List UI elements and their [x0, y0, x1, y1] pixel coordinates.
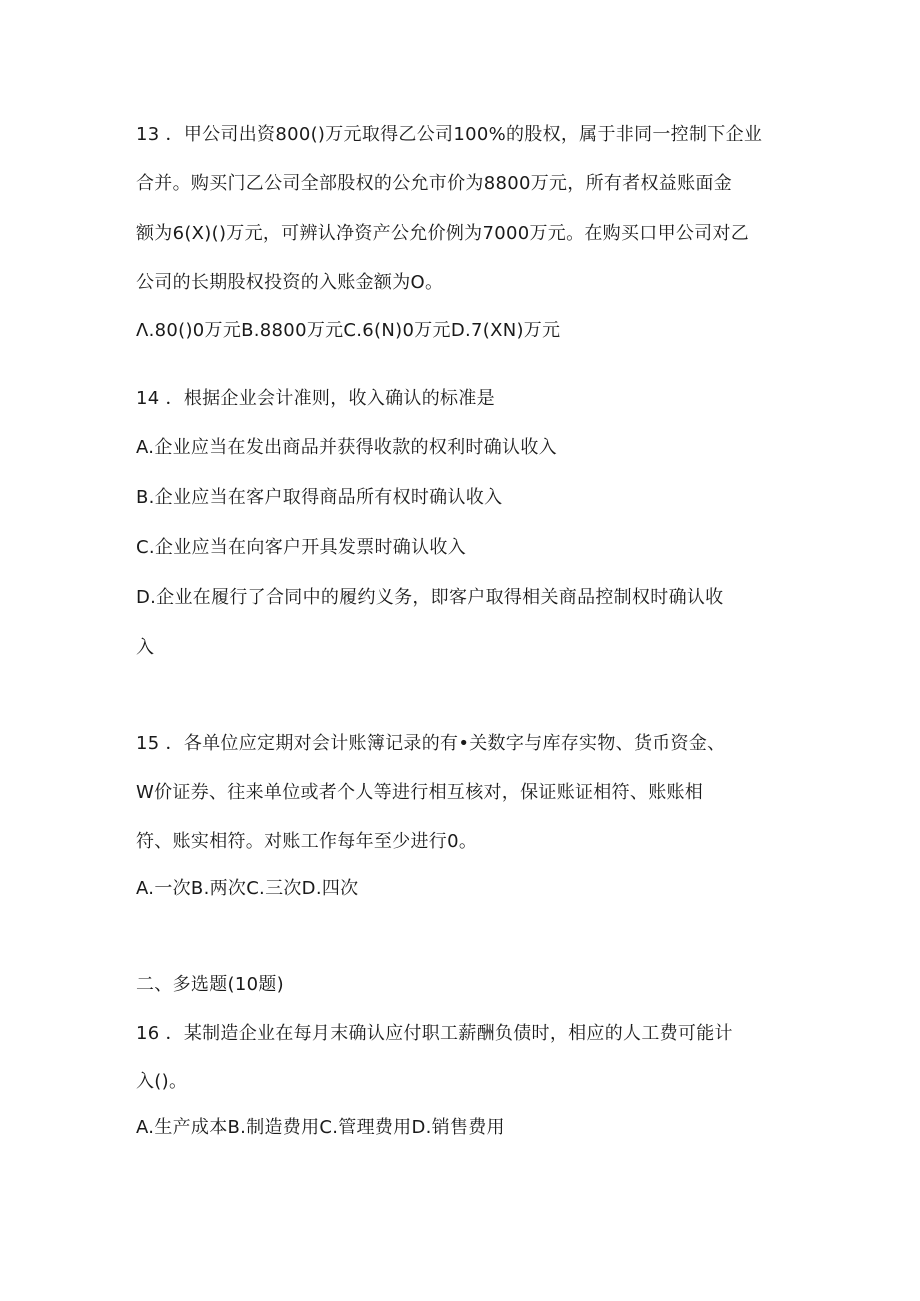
q14-stem: 14 ．根据企业会计准则，收入确认的标准是	[136, 388, 495, 409]
q15-stem-line3: 符、账实相符。对账工作每年至少进行0。	[136, 831, 478, 852]
section-heading-multiple-choice: 二、多选题(10题)	[136, 974, 284, 995]
q15-stem-line1: 15 ．各单位应定期对会计账簿记录的有•关数字与库存实物、货币资金、	[136, 733, 726, 754]
q13-stem-line1: 13 ．甲公司出资800()万元取得乙公司100%的股权，属于非同一控制下企业	[136, 124, 763, 145]
q15-options: A.一次B.两次C.三次D.四次	[136, 878, 359, 899]
q13-stem-line2: 合并。购买门乙公司全部股权的公允市价为8800万元，所有者权益账面金	[136, 173, 733, 194]
q14-option-d-line1: D.企业在履行了合同中的履约义务，即客户取得相关商品控制权时确认收	[136, 587, 724, 608]
q13-stem-line3: 额为6(X)()万元，可辨认净资产公允价例为7000万元。在购买口甲公司对乙	[136, 223, 750, 244]
q13-options: Λ.80()0万元B.8800万元C.6(N)0万元D.7(XN)万元	[136, 320, 561, 341]
q15-stem-line2: W价证券、往来单位或者个人等进行相互核对，保证账证相符、账账相	[136, 782, 704, 803]
q16-options: A.生产成本B.制造费用C.管理费用D.销售费用	[136, 1117, 505, 1138]
q14-option-a: A.企业应当在发出商品并获得收款的权利时确认收入	[136, 437, 557, 458]
q14-option-d-line2: 入	[136, 637, 155, 658]
q16-stem-line2: 入()。	[136, 1071, 188, 1092]
q16-stem-line1: 16 ．某制造企业在每月末确认应付职工薪酬负债时，相应的人工费可能计	[136, 1023, 733, 1044]
q14-option-b: B.企业应当在客户取得商品所有权时确认收入	[136, 487, 503, 508]
q14-option-c: C.企业应当在向客户开具发票时确认收入	[136, 537, 466, 558]
q13-stem-line4: 公司的长期股权投资的入账金额为O。	[136, 272, 444, 293]
